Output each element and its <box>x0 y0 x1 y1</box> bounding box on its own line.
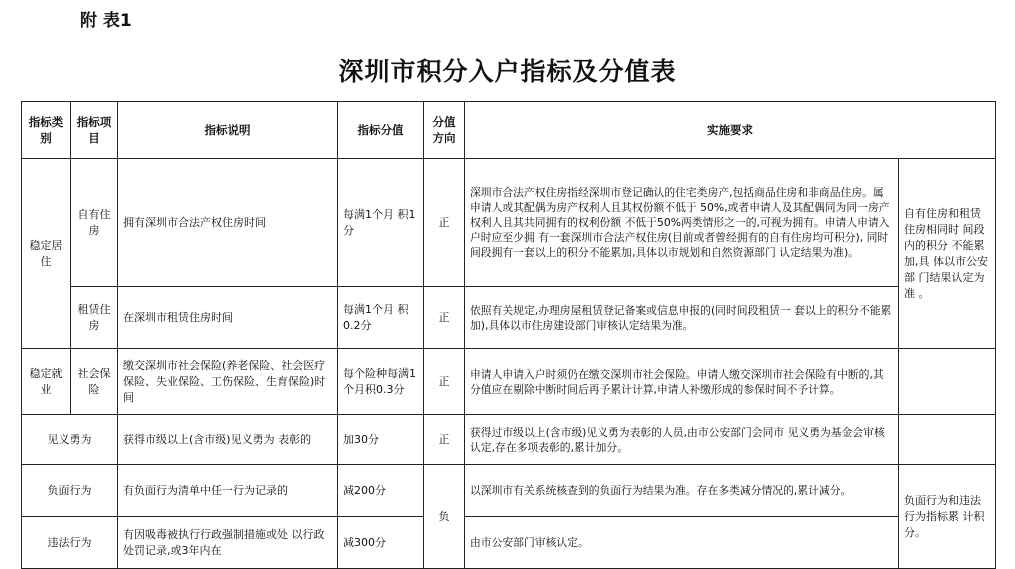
score-negative: 减200分 <box>338 465 424 517</box>
score-social-insurance: 每个险种每满1个月积0.3分 <box>338 349 424 415</box>
empty-cell <box>899 415 996 465</box>
requirement-illegal: 由市公安部门审核认定。 <box>465 517 899 569</box>
row-social-insurance <box>22 349 996 415</box>
score-own-house: 每满1个月 积1分 <box>338 159 424 287</box>
category-illegal: 违法行为 <box>22 517 118 569</box>
appendix-label: 附 表1 <box>80 11 132 31</box>
direction-bravery: 正 <box>424 415 465 465</box>
direction-own-house: 正 <box>424 159 465 287</box>
row-own-house <box>22 159 996 287</box>
item-social-insurance: 社会保险 <box>71 349 118 415</box>
header-desc: 指标说明 <box>118 102 338 159</box>
direction-negative: 负 <box>424 465 465 569</box>
side-note-negative: 负面行为和违法行为指标累 计积分。 <box>899 465 996 569</box>
direction-social-insurance: 正 <box>424 349 465 415</box>
item-rent-house: 租赁住房 <box>71 287 118 349</box>
desc-bravery: 获得市级以上(含市级)见义勇为 表彰的 <box>118 415 338 465</box>
score-rent-house: 每满1个月 积0.2分 <box>338 287 424 349</box>
header-requirement: 实施要求 <box>465 102 996 159</box>
header-score: 指标分值 <box>338 102 424 159</box>
requirement-bravery: 获得过市级以上(含市级)见义勇为表彰的人员,由市公安部门会同市 见义勇为基金会审核认定,存在多项表彰的,累计加分。 <box>465 415 899 465</box>
desc-social-insurance: 缴交深圳市社会保险(养老保险、社会医疗保险、失业保险、工伤保险、生育保险)时间 <box>118 349 338 415</box>
score-illegal: 减300分 <box>338 517 424 569</box>
row-negative <box>22 465 996 517</box>
desc-illegal: 有因吸毒被执行行政强制措施或处 以行政处罚记录,或3年内在 <box>118 517 338 569</box>
row-rent-house <box>22 287 996 349</box>
category-bravery: 见义勇为 <box>22 415 118 465</box>
category-negative: 负面行为 <box>22 465 118 517</box>
requirement-social-insurance: 申请人申请入户时须仍在缴交深圳市社会保险。申请人缴交深圳市社会保险有中断的,其分值应在剔除中断时间后再予累计计算,申请人补缴形成的参保时间不予计算。 <box>465 349 899 415</box>
side-note-residence: 自有住房和租赁住房相同时 间段内的积分 不能累加,具 体以市公安部 门结果认定为准 。 <box>899 159 996 349</box>
score-table <box>21 101 996 569</box>
page-title: 深圳市积分入户指标及分值表 <box>338 57 677 86</box>
item-own-house: 自有住房 <box>71 159 118 287</box>
row-bravery <box>22 415 996 465</box>
category-stable-employment: 稳定就业 <box>22 349 71 415</box>
score-bravery: 加30分 <box>338 415 424 465</box>
empty-cell <box>899 349 996 415</box>
category-stable-residence: 稳定居住 <box>22 159 71 349</box>
row-illegal <box>22 517 996 569</box>
requirement-negative: 以深圳市有关系统核查到的负面行为结果为准。存在多类减分情况的,累计减分。 <box>465 465 899 517</box>
header-row <box>22 102 996 159</box>
desc-own-house: 拥有深圳市合法产权住房时间 <box>118 159 338 287</box>
direction-rent-house: 正 <box>424 287 465 349</box>
desc-negative: 有负面行为清单中任一行为记录的 <box>118 465 338 517</box>
header-item: 指标项目 <box>71 102 118 159</box>
requirement-rent-house: 依照有关规定,办理房屋租赁登记备案或信息申报的(同时间段租赁一 套以上的积分不能累加),具体以市住房建设部门审核认定结果为准。 <box>465 287 899 349</box>
header-direction: 分值方向 <box>424 102 465 159</box>
header-category: 指标类别 <box>22 102 71 159</box>
requirement-own-house: 深圳市合法产权住房指经深圳市登记确认的住宅类房产,包括商品住房和非商品住房。属申请人或其配偶为房产权利人且其权份额不低于 50%,或者申请人及其配偶同为同一房产权利人且其共同拥有的权利份额 不低于50%两类情形之一的,可视为拥有。申请人申请入户时应至少拥 有一套深圳市合法产权住房(目前或者曾经拥有的自有住房均可积分), 同时间段拥有一套以上的积分不能累加,具体以市规划和自然资源部门 认定结果为准)。 <box>465 159 899 287</box>
desc-rent-house: 在深圳市租赁住房时间 <box>118 287 338 349</box>
